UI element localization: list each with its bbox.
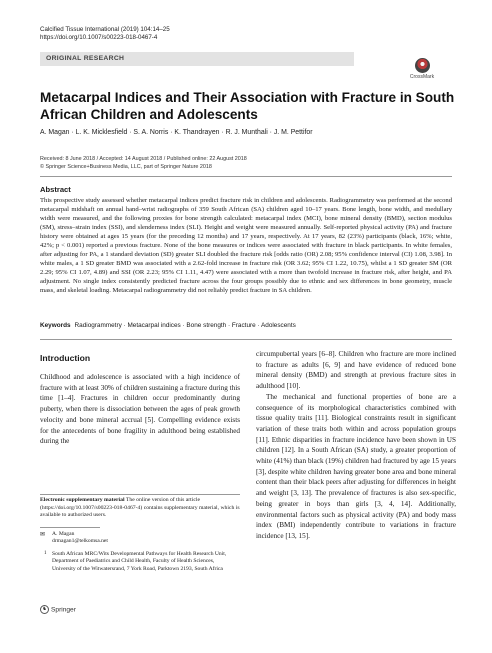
divider (40, 527, 100, 528)
esm-text: The online version of this article (https://doi.org/10.1007/s00223-018-0467-4) contains supplementary material, which is available to authorized users. (40, 497, 240, 519)
contact-email[interactable]: drmagan1@telkomsa.net (52, 538, 108, 545)
divider (40, 494, 240, 495)
introduction-column-2 (256, 349, 456, 542)
affiliation-number: 1 (44, 551, 47, 556)
journal-doi[interactable]: https://doi.org/10.1007/s00223-018-0467-4 (40, 34, 158, 41)
publisher-logo (40, 605, 76, 614)
crossmark-icon[interactable] (415, 58, 430, 73)
crossmark-badge[interactable] (403, 58, 441, 80)
springer-horse-icon: ♞ (40, 605, 49, 614)
introduction-heading: Introduction (40, 353, 91, 363)
publisher-name: Springer (51, 606, 76, 614)
corresponding-author (52, 531, 108, 546)
article-type-label: ORIGINAL RESEARCH (46, 55, 125, 62)
contact-name: A. Magan (52, 531, 75, 537)
journal-name: Calcified Tissue International (2019) 104:14–25 (40, 26, 170, 33)
article-dates (40, 156, 247, 171)
copyright-line: © Springer Science+Business Media, LLC, part of Springer Nature 2018 (40, 163, 212, 170)
journal-header (40, 26, 170, 42)
abstract-text: This prospective study assessed whether metacarpal indices predict fracture risk in children and adolescents. Radiogrammetry was performed at the second metacarpal midshaft on annual hand–wrist radiographs of 359 South African (SA) children aged 10–17 years. Bone length, bone width, and medullary width were measured, and the following proxies for bone strength calculated: metacarpal index (MCI), bone mineral density (BMD), section modulus (SM), stress–strain index (SSI), and slenderness index (SLI). Height and weight were measured annually. Self-reported physical activity (PA) and fracture history were obtained at ages 15 years (for the preceding 12 months) and 17 years, respectively. At 17 years, 82 (23%) participants (black, 16%; white, 42%; p < 0.001) reported a previous fracture. None of the bone measures or indices were associated with fracture in black participants. In white females, after adjusting for PA, a 1 standard deviation (SD) greater SLI doubled the fracture risk [odds ratio (OR) 2.08; 95% confidence interval (CI) 1.08, 3.98]. In white males, a 1 SD greater BMD was associated with a 2.62-fold increase in fracture risk (OR 3.62; 95% CI 1.22, 10.75), whilst a 1 SD greater SM (OR 2.29; 95% CI 1.07, 4.89) and SSI (OR 2.23; 95% CI 1.11, 4.47) were associated with a more than twofold increase in fracture risk, after height, and PA adjustment. No single index consistently predicted fracture across the four groups possibly due to ethnic and sex differences in bone geometry, muscle mass, and skeletal loading. Metacarpal radiogrammetry did not reliably predict fracture in SA children. (40, 197, 452, 294)
article-type-banner (40, 52, 354, 66)
supplementary-note (40, 497, 240, 520)
history-dates: Received: 8 June 2018 / Accepted: 14 August 2018 / Published online: 22 August 2018 (40, 156, 247, 162)
intro-paragraph: circumpubertal years [6–8]. Children who fracture are more inclined to fracture as adults [6, 9] and have evidence of reduced bone mineral density (BMD) and strength at previous fracture sites in adulthood [10]. (256, 350, 456, 391)
crossmark-label: CrossMark (409, 74, 435, 80)
esm-label: Electronic supplementary material (40, 497, 125, 503)
envelope-icon: ✉ (40, 532, 46, 538)
introduction-column-1: Childhood and adolescence is associated with a high incidence of fracture with at least 30% of children sustaining a fracture during this time [1–4]. Fractures in children occur predominantly during puberty, when there is dissociation between the ages of peak growth velocity and bone mineral accrual [5]. Compelling evidence exists for the antecedents of bone fragility in adulthood being established during the (40, 373, 240, 446)
keywords-text: Radiogrammetry · Metacarpal indices · Bone strength · Fracture · Adolescents (74, 322, 296, 329)
divider (40, 176, 452, 177)
author-list (40, 128, 460, 137)
abstract-heading: Abstract (40, 185, 71, 194)
article-title: Metacarpal Indices and Their Association with Fracture in South African Children and Adolescents (40, 90, 455, 122)
divider (40, 339, 452, 340)
author-names: A. Magan · L. K. Micklesfield · S. A. Norris · K. Thandrayen · R. J. Munthali · J. M. Pettifor (40, 129, 313, 136)
intro-paragraph: The mechanical and functional properties of bone are a consequence of its morphological characteristics combined with tissue quality traits [11]. Biological constraints result in significant variation of these traits both within and across population groups [11]. Ethnic disparities in fracture incidence have been shown in US children [12]. In a South African (SA) study, a greater proportion of white (41%) than black (19%) children had fractured by age 15 years [3], despite white children having greater bone area and bone mineral content than their black peers after adjusting for differences in height and weight [3, 13]. The prevalence of fractures is also sex-specific, being greater in boys than girls [3, 4, 14]. Additionally, environmental factors such as physical activity (PA) and body mass index (BMI) independently contribute to variations in fracture incidence [13, 15]. (256, 392, 456, 540)
keywords (40, 322, 452, 330)
keywords-label: Keywords (40, 322, 71, 329)
affiliation: South African MRC/Wits Developmental Pathways for Health Research Unit, Department of Paediatrics and Child Health, Faculty of Health Sciences, University of the Witwatersrand, 7 York Road, Parktown 2193, South Africa (52, 551, 227, 572)
